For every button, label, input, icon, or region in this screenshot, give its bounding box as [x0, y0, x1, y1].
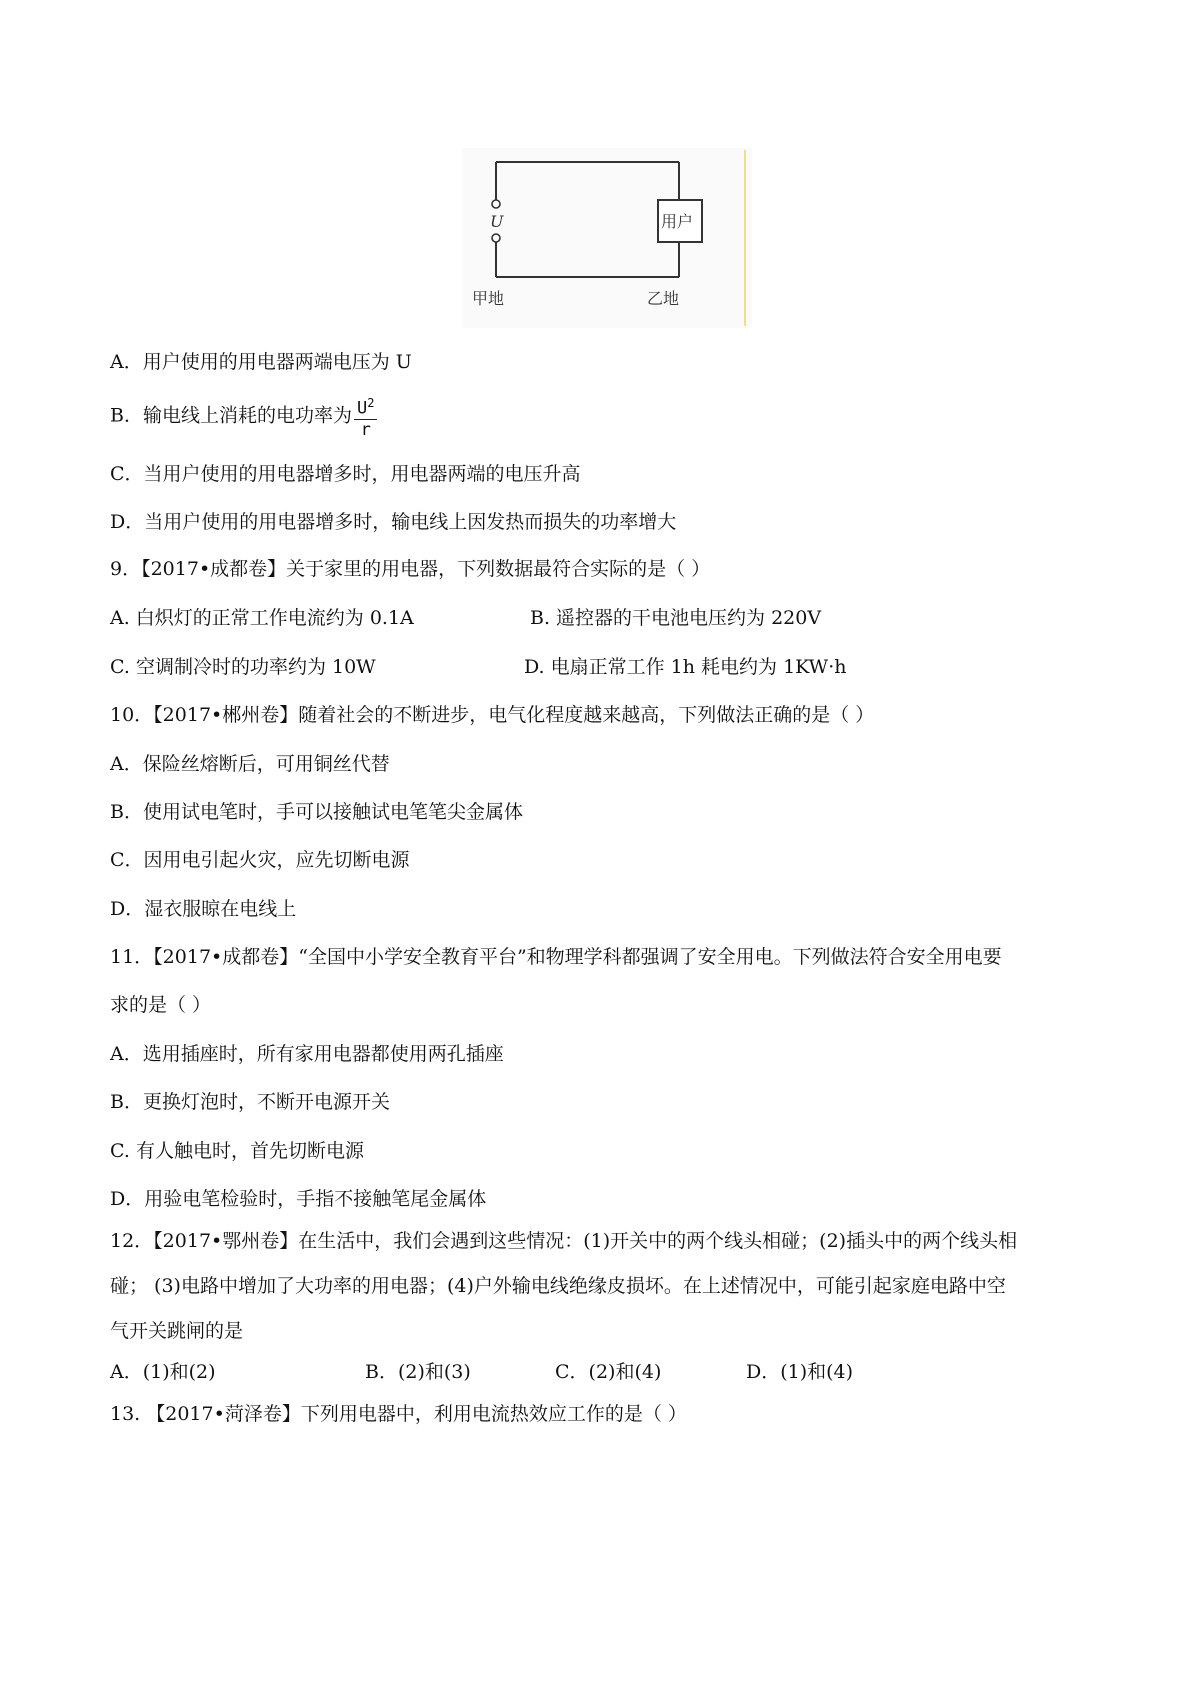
q10-option-c: C．因用电引起火灾，应先切断电源 — [110, 849, 410, 871]
q12-option-d: D．(1)和(4) — [746, 1361, 854, 1383]
q8-option-c: C．当用户使用的用电器增多时，用电器两端的电压升高 — [110, 463, 581, 485]
q8-option-a: A．用户使用的用电器两端电压为 U — [110, 351, 412, 373]
q11-stem-line-2: 求的是（ ） — [110, 994, 212, 1016]
q8-option-b-text: B．输电线上消耗的电功率为 — [110, 404, 352, 427]
source-label: U — [490, 212, 504, 231]
q12-option-a: A．(1)和(2) — [110, 1361, 216, 1383]
q9-option-d: D. 电扇正常工作 1h 耗电约为 1KW·h — [524, 656, 847, 678]
load-label: 用户 — [661, 212, 694, 231]
q10-stem: 10．【2017•郴州卷】随着社会的不断进步，电气化程度越来越高，下列做法正确的是（ ） — [110, 704, 875, 726]
q13-stem: 13. 【2017•菏泽卷】下列用电器中，利用电流热效应工作的是（ ） — [110, 1403, 687, 1425]
q8-option-d: D．当用户使用的用电器增多时，输电线上因发热而损失的功率增大 — [110, 511, 677, 533]
q10-option-b: B．使用试电笔时，手可以接触试电笔笔尖金属体 — [110, 801, 523, 823]
q12-option-c: C．(2)和(4) — [555, 1361, 662, 1383]
q12-stem-line-1: 12．【2017•鄂州卷】在生活中，我们会遇到这些情况：(1)开关中的两个线头相碰；(2)插头中的两个线头相 — [110, 1230, 1018, 1252]
left-place-label: 甲地 — [472, 289, 505, 308]
circuit-diagram-svg — [462, 148, 752, 328]
q11-option-b: B．更换灯泡时，不断开电源开关 — [110, 1091, 390, 1113]
q11-stem-line-1: 11．【2017•成都卷】“全国中小学安全教育平台”和物理学科都强调了安全用电。下列做法符合安全用电要 — [110, 946, 1002, 968]
q10-option-d: D．湿衣服晾在电线上 — [110, 898, 297, 920]
fraction-numerator: U — [356, 398, 368, 419]
power-fraction — [354, 393, 377, 440]
q10-option-a: A．保险丝熔断后，可用铜丝代替 — [110, 753, 390, 775]
q11-option-c: C. 有人触电时，首先切断电源 — [110, 1140, 364, 1162]
q9-option-b: B. 遥控器的干电池电压约为 220V — [530, 607, 822, 629]
q11-option-a: A．选用插座时，所有家用电器都使用两孔插座 — [110, 1043, 504, 1065]
q12-stem-line-2: 碰； (3)电路中增加了大功率的用电器；(4)户外输电线绝缘皮损坏。在上述情况中，可能引起家庭电路中空 — [110, 1275, 1006, 1297]
q8-option-b — [110, 393, 377, 440]
q9-stem: 9．【2017•成都卷】关于家里的用电器，下列数据最符合实际的是（ ） — [110, 558, 711, 580]
right-place-label: 乙地 — [647, 289, 680, 308]
q9-option-c: C. 空调制冷时的功率约为 10W — [110, 656, 376, 678]
circuit-diagram — [462, 148, 752, 328]
q12-stem-line-3: 气开关跳闸的是 — [110, 1320, 244, 1342]
q9-option-a: A. 白炽灯的正常工作电流约为 0.1A — [110, 607, 414, 629]
q11-option-d: D．用验电笔检验时，手指不接触笔尾金属体 — [110, 1188, 487, 1210]
fraction-exponent: 2 — [367, 396, 375, 410]
q12-option-b: B．(2)和(3) — [365, 1361, 471, 1383]
fraction-denominator: r — [360, 419, 371, 440]
